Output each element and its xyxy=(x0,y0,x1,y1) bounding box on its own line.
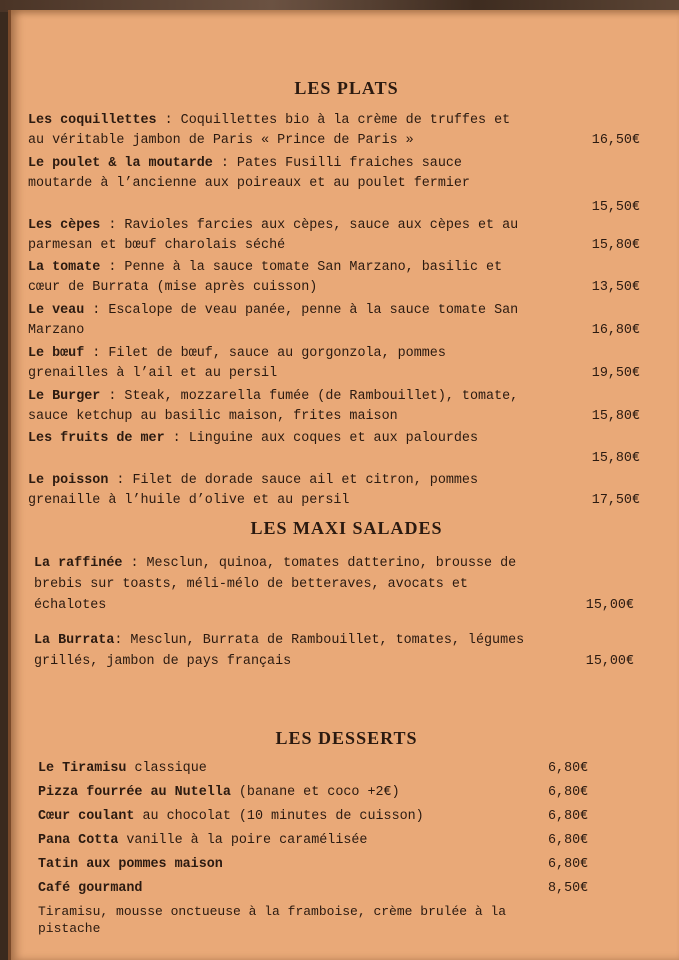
note-text: pistache xyxy=(38,921,101,936)
item-name: Tatin aux pommes maison xyxy=(38,857,223,872)
item-desc: vanille à la poire caramélisée xyxy=(118,833,368,848)
item-name: Le poulet & la moutarde xyxy=(28,156,213,171)
dessert-row xyxy=(38,831,598,851)
item-desc: : Escalope de veau panée, penne à la sauce tomate San xyxy=(84,303,519,318)
item-desc: classique xyxy=(126,761,207,776)
menu-item xyxy=(34,630,638,672)
item-name: Le veau xyxy=(28,303,85,318)
menu-item xyxy=(28,471,638,511)
menu-item xyxy=(28,154,640,215)
section-title-plats: LES PLATS xyxy=(294,78,399,98)
item-name: Cœur coulant xyxy=(38,809,135,824)
item-price: 15,50€ xyxy=(591,200,640,215)
menu-item xyxy=(28,429,640,466)
menu-page xyxy=(8,10,679,960)
menu-item xyxy=(34,553,638,616)
dessert-row xyxy=(38,807,598,827)
item-desc: : Pates Fusilli fraiches sauce xyxy=(212,156,462,171)
menu-item xyxy=(28,111,638,151)
item-desc: : Mesclun, quinoa, tomates datterino, brousse de xyxy=(122,556,517,571)
item-price: 6,80€ xyxy=(548,857,589,872)
menu-item xyxy=(28,301,638,341)
item-desc: : Penne à la sauce tomate San Marzano, basilic et xyxy=(100,260,503,275)
dessert-row xyxy=(38,855,598,875)
dessert-row xyxy=(38,759,598,779)
item-desc: grillés, jambon de pays français xyxy=(34,654,292,669)
item-desc: parmesan et bœuf charolais séché xyxy=(28,238,286,253)
item-name: Le Burger xyxy=(28,389,101,404)
item-price: 16,80€ xyxy=(591,323,640,338)
item-desc: : Mesclun, Burrata de Rambouillet, tomates, légumes xyxy=(114,633,525,648)
item-desc: : Filet de bœuf, sauce au gorgonzola, pommes xyxy=(84,346,446,361)
dessert-note xyxy=(38,903,638,937)
item-desc: grenaille à l’huile d’olive et au persil xyxy=(28,493,350,508)
item-desc: brebis sur toasts, méli-mélo de betteraves, avocats et xyxy=(34,577,468,592)
item-name: Les fruits de mer xyxy=(28,431,165,446)
item-price: 6,80€ xyxy=(548,809,589,824)
item-price: 15,80€ xyxy=(591,451,640,466)
item-desc: : Coquillettes bio à la crème de truffes et xyxy=(156,113,511,128)
item-price: 16,50€ xyxy=(591,133,640,148)
item-name: Le poisson xyxy=(28,473,109,488)
section-title-desserts: LES DESSERTS xyxy=(275,728,418,748)
item-desc: Marzano xyxy=(28,323,85,338)
item-name: Le Tiramisu xyxy=(38,761,127,776)
item-desc: : Steak, mozzarella fumée (de Rambouillet), tomate, xyxy=(100,389,519,404)
item-price: 13,50€ xyxy=(591,280,640,295)
item-price: 15,80€ xyxy=(591,409,640,424)
item-name: Les cèpes xyxy=(28,218,101,233)
item-name: La raffinée xyxy=(34,556,123,571)
menu-item xyxy=(28,387,638,427)
item-name: Le bœuf xyxy=(28,346,85,361)
item-price: 15,80€ xyxy=(591,238,640,253)
note-text: Tiramisu, mousse onctueuse à la framboise, crème brulée à la xyxy=(38,904,507,919)
menu-item xyxy=(28,344,638,384)
menu-item xyxy=(28,258,638,298)
item-desc: : Filet de dorade sauce ail et citron, pommes xyxy=(108,473,479,488)
menu-item xyxy=(28,216,638,256)
item-name: La tomate xyxy=(28,260,101,275)
item-price: 17,50€ xyxy=(591,493,640,508)
item-desc: sauce ketchup au basilic maison, frites maison xyxy=(28,409,398,424)
section-title-salades: LES MAXI SALADES xyxy=(250,518,443,538)
item-name: La Burrata xyxy=(34,633,115,648)
item-desc: échalotes xyxy=(34,598,107,613)
item-name: Pizza fourrée au Nutella xyxy=(38,785,231,800)
item-desc: (banane et coco +2€) xyxy=(230,785,400,800)
item-price: 19,50€ xyxy=(591,366,640,381)
item-name: Café gourmand xyxy=(38,881,143,896)
dessert-row xyxy=(38,879,598,899)
item-desc: cœur de Burrata (mise après cuisson) xyxy=(28,280,318,295)
item-desc: : Ravioles farcies aux cèpes, sauce aux cèpes et au xyxy=(100,218,519,233)
item-price: 6,80€ xyxy=(548,785,589,800)
item-price: 15,00€ xyxy=(585,598,634,613)
item-desc: : Linguine aux coques et aux palourdes xyxy=(164,431,479,446)
item-desc: grenailles à l’ail et au persil xyxy=(28,366,278,381)
item-name: Pana Cotta xyxy=(38,833,119,848)
item-desc: au chocolat (10 minutes de cuisson) xyxy=(134,809,424,824)
item-name: Les coquillettes xyxy=(28,113,157,128)
item-desc: moutarde à l’ancienne aux poireaux et au poulet fermier xyxy=(28,176,470,191)
item-price: 15,00€ xyxy=(585,654,634,669)
item-desc: au véritable jambon de Paris « Prince de Paris » xyxy=(28,133,414,148)
item-price: 8,50€ xyxy=(548,881,589,896)
item-price: 6,80€ xyxy=(548,761,589,776)
dessert-row xyxy=(38,783,598,803)
item-price: 6,80€ xyxy=(548,833,589,848)
